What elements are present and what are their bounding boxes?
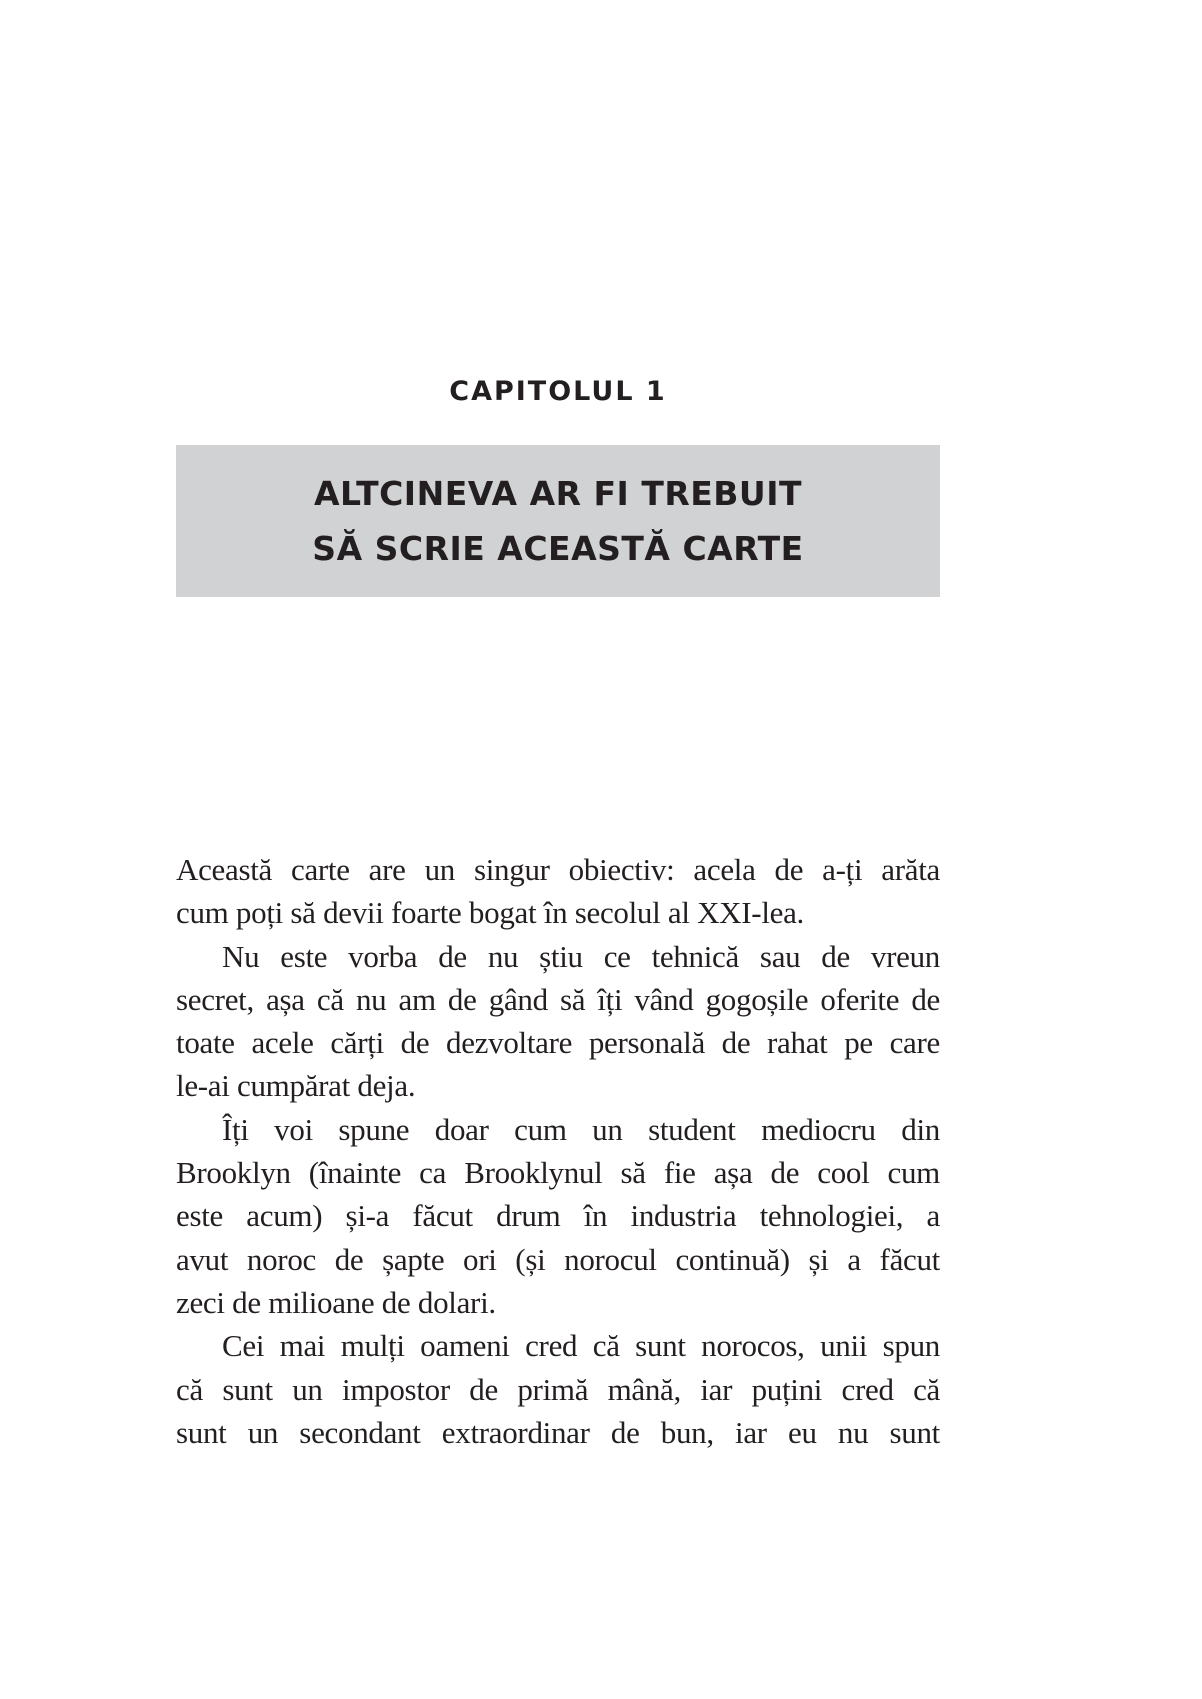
text-line: Cei mai mulți oameni cred că sunt norocos, unii spun bbox=[222, 1328, 940, 1364]
chapter-number: CAPITOLUL 1 bbox=[449, 376, 667, 407]
text-line: zeci de milioane de dolari. bbox=[176, 1284, 496, 1320]
text-line: Îți voi spune doar cum un student mediocru din bbox=[222, 1111, 940, 1147]
text-line: secret, așa că nu am de gând să îți vând gogoșile oferite de bbox=[176, 981, 940, 1017]
text-line: este acum) și-a făcut drum în industria tehnologiei, a bbox=[176, 1198, 940, 1234]
text-line: avut noroc de șapte ori (și norocul continuă) și a făcut bbox=[176, 1241, 940, 1277]
text-line: sunt un secondant extraordinar de bun, iar eu nu sunt bbox=[176, 1414, 940, 1450]
text-line: Brooklyn (înainte ca Brooklynul să fie așa de cool cum bbox=[176, 1155, 940, 1191]
body-text bbox=[176, 848, 940, 1454]
text-line: toate acele cărți de dezvoltare personală de rahat pe care bbox=[176, 1025, 940, 1061]
text-line: le-ai cumpărat deja. bbox=[176, 1068, 416, 1104]
chapter-title-line: SĂ SCRIE ACEASTĂ CARTE bbox=[312, 529, 804, 568]
text-line: Nu este vorba de nu știu ce tehnică sau de vreun bbox=[222, 938, 940, 974]
text-line: Această carte are un singur obiectiv: acela de a-ți arăta bbox=[176, 852, 940, 887]
text-line: cum poți să devii foarte bogat în secolul al XXI-lea. bbox=[176, 895, 805, 931]
chapter-title-line: ALTCINEVA AR FI TREBUIT bbox=[313, 474, 803, 513]
chapter-title-box bbox=[176, 445, 940, 597]
text-line: că sunt un impostor de primă mână, iar puțini cred că bbox=[176, 1371, 940, 1407]
